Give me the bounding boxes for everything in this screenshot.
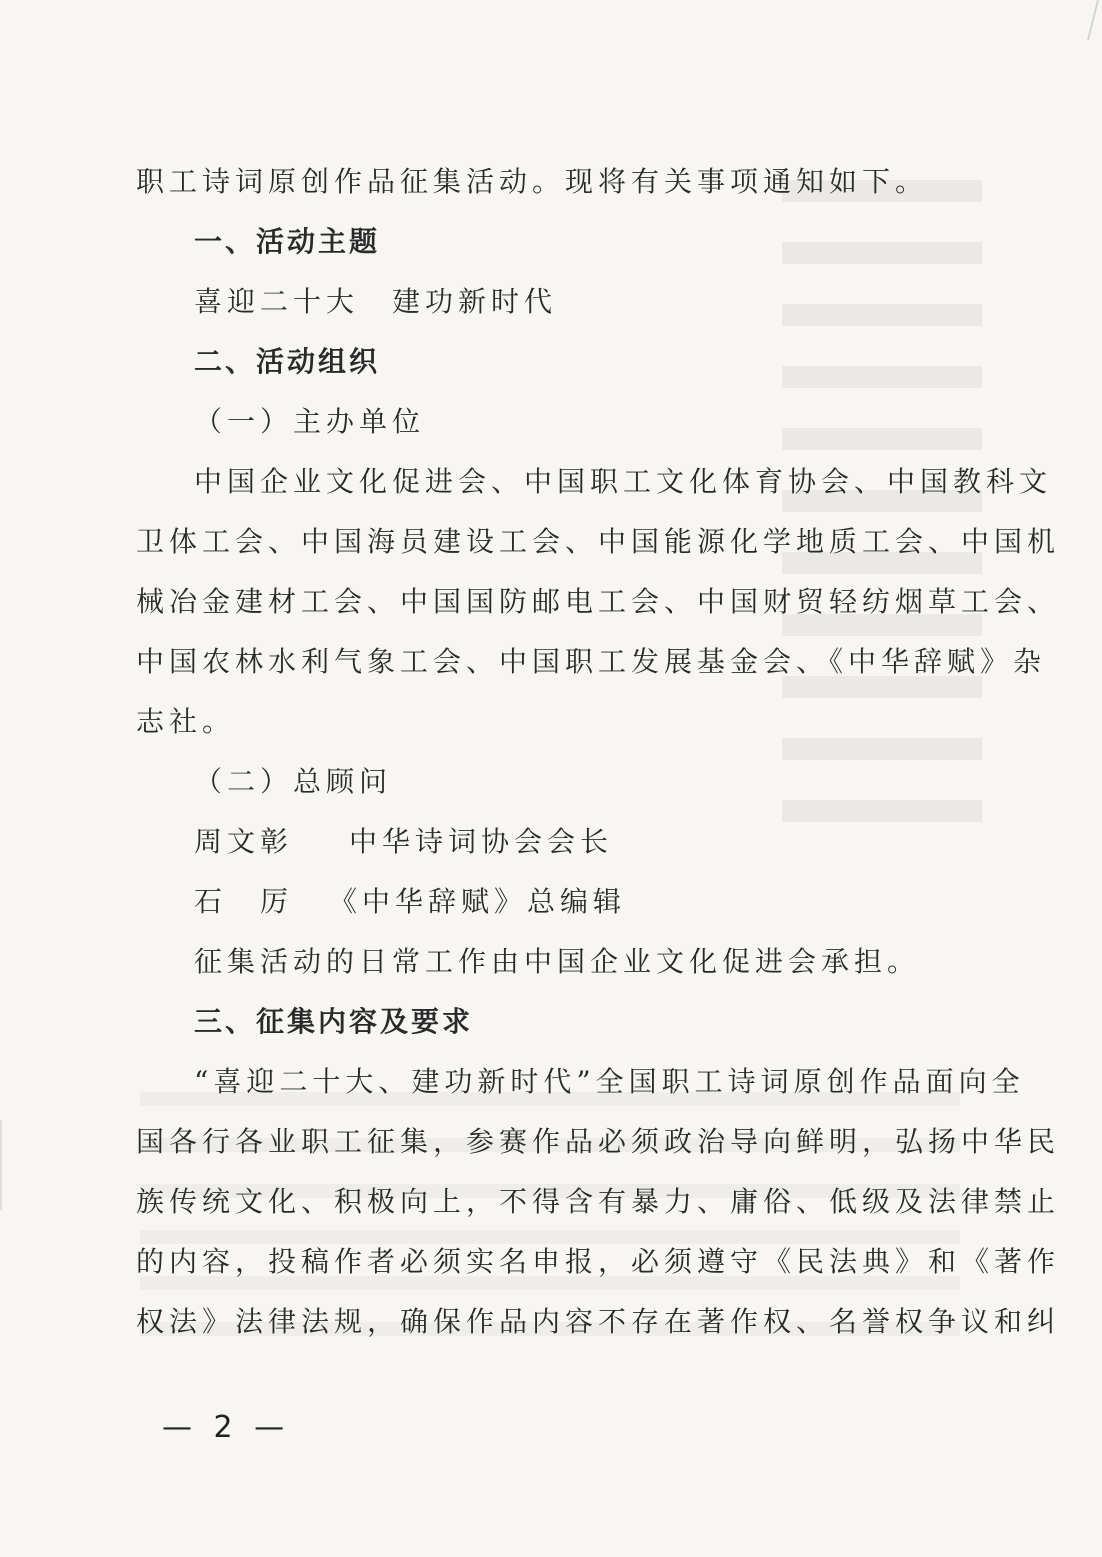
paragraph-line: 国各行各业职工征集，参赛作品必须政治导向鲜明，弘扬中华民 [136,1125,1061,1158]
paragraph-line: 中国农林水利气象工会、中国职工发展基金会、《中华辞赋》杂 [136,645,1047,678]
scan-edge-mark [0,1120,8,1210]
paragraph-line: 职工诗词原创作品征集活动。现将有关事项通知如下。 [136,165,929,198]
paragraph-line: 志社。 [136,705,236,738]
page-number: — 2 — [162,1410,291,1445]
advisor-name: 石 厉 [194,885,294,918]
paragraph-line: 族传统文化、积极向上，不得含有暴力、庸俗、低级及法律禁止 [136,1185,1061,1218]
advisor-row [136,880,966,940]
scan-corner-mark [1067,0,1099,40]
section-heading-requirements: 三、征集内容及要求 [194,1005,474,1038]
paragraph-line: 中国企业文化促进会、中国职工文化体育协会、中国教科文 [194,465,1053,498]
document-body [136,160,1061,1360]
paragraph-line: 的内容，投稿作者必须实名申报，必须遵守《民法典》和《著作 [136,1245,1061,1278]
paragraph-line: 械冶金建材工会、中国国防邮电工会、中国财贸轻纺烟草工会、 [136,585,1061,618]
paragraph-line: 卫体工会、中国海员建设工会、中国能源化学地质工会、中国机 [136,525,1061,558]
advisor-row [136,820,966,880]
advisor-title: 《中华辞赋》总编辑 [329,885,627,918]
advisor-name: 周文彰 [194,825,294,858]
paragraph-line: 权法》法律法规，确保作品内容不存在著作权、名誉权争议和纠 [136,1305,1061,1338]
subheading-organizers: （一）主办单位 [194,405,426,438]
section-heading-organization: 二、活动组织 [194,345,381,378]
activity-theme: 喜迎二十大 建功新时代 [194,285,558,318]
advisor-title: 中华诗词协会会长 [349,825,614,858]
subheading-advisors: （二）总顾问 [194,765,393,798]
paragraph-line: “喜迎二十大、建功新时代”全国职工诗词原创作品面向全 [194,1065,1025,1098]
section-heading-theme: 一、活动主题 [194,225,381,258]
paragraph-line: 征集活动的日常工作由中国企业文化促进会承担。 [194,945,921,978]
